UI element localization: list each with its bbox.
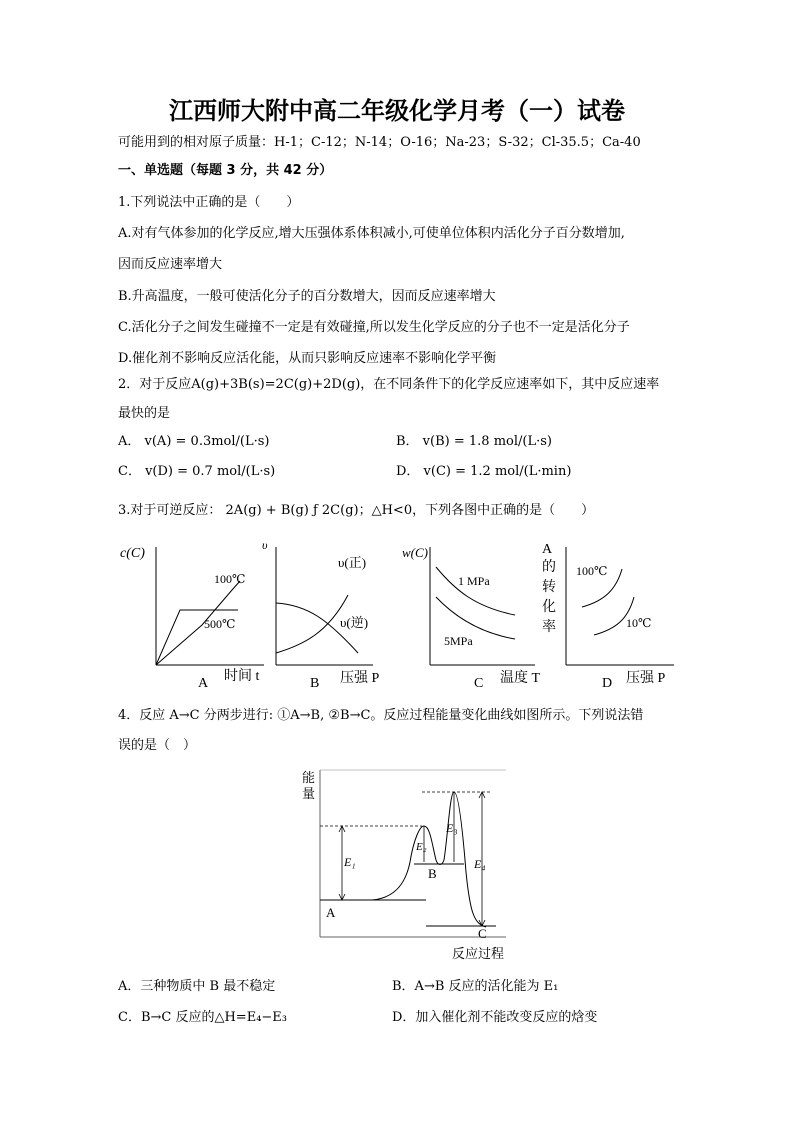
q1-option-b: B.升高温度，一般可使活化分子的百分数增大，因而反应速率增大	[118, 289, 496, 304]
label-c: C	[478, 926, 487, 941]
q2-stem-cont: 最快的是	[118, 406, 171, 421]
label-b: B	[428, 866, 437, 881]
section-heading: 一、单选题（每题 3 分，共 42 分）	[118, 163, 333, 178]
graph-b-tag: B	[310, 676, 320, 691]
label-a: A	[326, 905, 336, 920]
graph-d-tag: D	[602, 676, 613, 691]
q4-option-d: D．加入催化剂不能改变反应的焓变	[392, 1010, 598, 1025]
q4-option-a: A．三种物质中 B 最不稳定	[118, 979, 276, 994]
graph-a-xlabel: 时间 t	[224, 669, 260, 684]
energy-curve	[372, 792, 486, 927]
q3-graph-b	[258, 535, 388, 693]
q3-graph-c	[400, 535, 550, 693]
graph-c-tag: C	[474, 676, 484, 691]
diagram-ylabel-2: 量	[302, 786, 316, 801]
graph-b-curve1: υ(正)	[338, 555, 367, 570]
q1-option-c: C.活化分子之间发生碰撞不一定是有效碰撞,所以发生化学反应的分子也不一定是活化分子	[118, 320, 630, 335]
label-e4: E₄	[474, 857, 486, 871]
q2-option-c: C． v(D) = 0.7 mol/(L·s)	[118, 464, 276, 479]
graph-c-ylabel: w(C)	[402, 545, 428, 560]
exam-title: 江西师大附中高二年级化学月考（一）试卷	[169, 97, 625, 125]
graph-c-curve1: 1 MPa	[458, 574, 490, 588]
graph-b-xlabel: 压强 P	[340, 671, 380, 686]
graph-d-ylabel-3: 转	[542, 580, 556, 595]
graph-a-ylabel: c(C)	[120, 546, 145, 561]
graph-b-ylabel: υ	[262, 538, 268, 552]
q1-option-a-cont: 因而反应速率增大	[118, 257, 223, 272]
graph-d-ylabel-2: 的	[542, 560, 556, 575]
graph-c-curve2: 5MPa	[444, 634, 473, 648]
q4-option-c: C．B→C 反应的△H=E₄−E₃	[118, 1010, 287, 1025]
diagram-ylabel-1: 能	[302, 770, 316, 785]
q2-option-d: D． v(C) = 1.2 mol/(L·min)	[396, 464, 572, 479]
graph-a-curve2: 500℃	[204, 617, 236, 631]
q4-stem: 4．反应 A→C 分两步进行: ①A→B, ②B→C。反应过程能量变化曲线如图所示。下列说法错	[118, 708, 644, 723]
q2-option-b: B． v(B) = 1.8 mol/(L·s)	[396, 434, 552, 449]
diagram-xlabel: 反应过程	[452, 946, 505, 961]
q2-option-a: A． v(A) = 0.3mol/(L·s)	[118, 434, 270, 449]
graph-d-ylabel-4: 化	[542, 600, 556, 615]
graph-c-xlabel: 温度 T	[500, 671, 541, 686]
q2-stem: 2．对于反应A(g)+3B(s)=2C(g)+2D(g)，在不同条件下的化学反应速率如下，其中反应速率	[118, 377, 660, 392]
label-e2: E₂	[416, 841, 427, 853]
q3-stem: 3.对于可逆反应： 2A(g) + B(g) ƒ 2C(g)；△H<0，下列各图中正确的是（ ）	[118, 503, 595, 518]
label-e3: E₃	[446, 821, 458, 835]
graph-a-curve1: 100℃	[214, 572, 246, 586]
graph-a-tag: A	[198, 676, 209, 691]
curve-5mpa	[436, 597, 515, 639]
graph-d-ylabel-1: A	[542, 542, 553, 557]
graph-d-xlabel: 压强 P	[626, 671, 666, 686]
q4-option-b: B．A→B 反应的活化能为 E₁	[392, 979, 559, 994]
curve-reverse	[276, 595, 348, 653]
graph-d-curve1: 100℃	[576, 564, 608, 578]
graph-d-ylabel-5: 率	[542, 620, 556, 635]
graph-b-curve2: υ(逆)	[340, 615, 369, 630]
graph-d-curve2: 10℃	[626, 616, 652, 630]
q1-option-d: D.催化剂不影响反应活化能，从而只影响反应速率不影响化学平衡	[118, 351, 497, 366]
q3-graph-a	[112, 535, 272, 693]
q1-stem: 1.下列说法中正确的是（ ）	[118, 195, 300, 210]
label-e1: E₁	[344, 855, 356, 869]
atomic-masses: 可能用到的相对原子质量：H-1；C-12；N-14；O-16；Na-23；S-32；Cl-35.5；Ca-40	[118, 135, 641, 150]
q3-graph-d	[534, 535, 684, 693]
q4-stem-cont: 误的是（ ）	[118, 738, 197, 753]
q4-energy-diagram	[296, 762, 516, 967]
q1-option-a: A.对有气体参加的化学反应,增大压强体系体积减小,可使单位体积内活化分子百分数增加,	[118, 226, 625, 241]
